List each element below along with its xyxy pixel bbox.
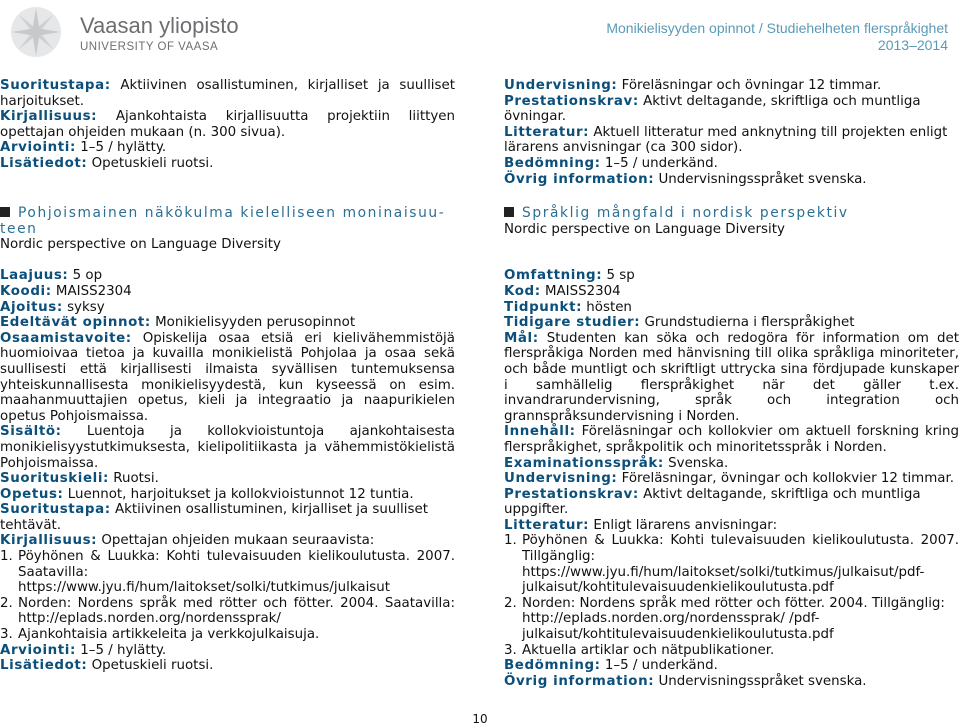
kirjallisuus-line: Kirjallisuus: Ajankohtaista kirjallisuutta projektiin liittyen opettajan ohjeiden mukaan (n. 300 sivua). xyxy=(0,109,455,140)
document-title xyxy=(606,20,948,54)
title-text: Monikielisyyden opinnot / Studiehelheten flerspråkighet xyxy=(606,20,948,36)
list-item: 3. Ajankohtaisia artikkeleita ja verkkojulkaisuja. xyxy=(0,627,320,643)
bedomning-line: Bedömning: 1–5 / underkänd. xyxy=(504,155,718,171)
bullet-square-icon xyxy=(504,207,514,217)
logo-name: Vaasan yliopisto xyxy=(80,13,239,38)
omfattning-line: Omfattning: 5 sp xyxy=(504,268,635,284)
academic-year: 2013–2014 xyxy=(877,37,948,53)
litteratur-line: Litteratur: Enligt lärarens anvisningar: xyxy=(504,517,778,533)
examinationsprak-line: Examinationsspråk: Svenska. xyxy=(504,455,729,471)
osaamistavoite-para: Osaamistavoite: Opiskelija osaa etsiä eri kielivähemmistöjä huomioivaa tietoa ja kuvailla monikielistä Pohjolaa ja osaa sekä suullisesti että kirjallisesti ilmaista syvällisen tuntemuksensa yhteiskunnallisesta monikielisyydestä, kun kyseessä on esim. maahanmuuttajien opetus, kieli ja integraatio ja naapurikielen opetus Pohjoismaissa. xyxy=(0,330,455,424)
edeltavat-line: Edeltävät opinnot: Monikielisyyden perusopinnot xyxy=(0,315,356,331)
list-item: 3. Aktuella artiklar och nätpublikationer. xyxy=(504,642,775,658)
ovrig-line: Övrig information: Undervisningsspråket svenska. xyxy=(504,171,867,187)
arviointi-line: Arviointi: 1–5 / hylätty. xyxy=(0,642,167,658)
mal-para: Mål: Studenten kan söka och redogöra för information om det flerspråkiga Norden med hänvisning till olika språkliga minoriteter, och både muntligt och skriftligt uttrycka sina fördjupade kunskaper i samhällelig flerspråkighet när det gäller t.ex. invandrarundervisning, språk och integration och grannspråksundervisning i Norden. xyxy=(504,330,959,424)
list-item: 2. Norden: Nordens språk med rötter och fötter. 2004. Saatavilla: http://eplads.norden.org/nordenssprak/ xyxy=(0,595,455,627)
bedomning-line: Bedömning: 1–5 / underkänd. xyxy=(504,658,718,674)
opetus-line: Opetus: Luennot, harjoitukset ja kollokvioistunnot 12 tuntia. xyxy=(0,486,414,502)
course-heading-sv: Språklig mångfald i nordisk perspektiv xyxy=(504,206,959,222)
suoritustapa-line: Suoritustapa: Aktiivinen osallistuminen, kirjalliset ja suulliset tehtävät. xyxy=(0,502,428,533)
right-course xyxy=(504,206,959,689)
course-subtitle: Nordic perspective on Language Diversity xyxy=(504,221,785,237)
litteratur-line: Litteratur: Aktuell litteratur med anknytning till projekten enligt lärarens anvisningar (ca 300 sidor). xyxy=(504,124,948,156)
prestationskrav-line: Prestationskrav: Aktivt deltagande, skriftliga och muntliga uppgifter. xyxy=(504,486,921,518)
course-subtitle: Nordic perspective on Language Diversity xyxy=(0,237,281,253)
university-logo-icon xyxy=(10,6,62,58)
left-course xyxy=(0,206,455,674)
right-top-block xyxy=(504,78,959,187)
koodi-line: Koodi: MAISS2304 xyxy=(0,283,132,299)
left-top-block xyxy=(0,78,455,172)
university-logo-text xyxy=(80,14,239,56)
kirjallisuus-line: Kirjallisuus: Opettajan ohjeiden mukaan seuraavista: xyxy=(0,533,375,549)
ajoitus-line: Ajoitus: syksy xyxy=(0,299,105,315)
tidigare-line: Tidigare studier: Grundstudierna i flerspråkighet xyxy=(504,315,855,331)
undervisning-line: Undervisning: Föreläsningar, övningar och kollokvier 12 timmar. xyxy=(504,471,954,487)
suorituskieli-line: Suorituskieli: Ruotsi. xyxy=(0,471,159,487)
list-item: 1. Pöyhönen & Luukka: Kohti tulevaisuuden kielikoulutusta. 2007. Saatavilla: https://www.jyu.fi/hum/laitokset/solki/tutkimus/julkaisut xyxy=(0,549,455,596)
bullet-square-icon xyxy=(0,207,10,217)
list-item: 2. Norden: Nordens språk med rötter och fötter. 2004. Tillgänglig: http://eplads.norden.org/nordenssprak/ /pdf-julkaisut/kohtitulevaisuudenkielikoulutusta.pdf xyxy=(504,595,945,643)
kod-line: Kod: MAISS2304 xyxy=(504,283,621,299)
page-header xyxy=(0,0,960,60)
lisatiedot-line: Lisätiedot: Opetuskieli ruotsi. xyxy=(0,658,214,674)
suoritustapa-line: Suoritustapa: Aktiivinen osallistuminen, kirjalliset ja suulliset harjoitukset. xyxy=(0,78,455,109)
page-number: 10 xyxy=(472,712,488,726)
course-heading-fi: Pohjoismainen näkökulma kielelliseen moninaisuu-teen xyxy=(0,205,446,237)
laajuus-line: Laajuus: 5 op xyxy=(0,268,103,284)
arviointi-line: Arviointi: 1–5 / hylätty. xyxy=(0,140,167,156)
innehall-para: Innehåll: Föreläsningar och kollokvier om aktuell forskning kring flerspråkighet, språkpolitik och minoritetsspråk i Norden. xyxy=(504,424,959,455)
list-item: 1. Pöyhönen & Luukka: Kohti tulevaisuuden kielikoulutusta. 2007. Tillgänglig: https://www.jyu.fi/hum/laitokset/solki/tutkimus/julkaisut/pdf-julkaisut/kohtitulevaisuudenkielikoulutusta.pdf xyxy=(504,533,959,596)
tidpunkt-line: Tidpunkt: hösten xyxy=(504,299,632,315)
undervisning-line: Undervisning: Föreläsningar och övningar 12 timmar. xyxy=(504,78,882,93)
ovrig-line: Övrig information: Undervisningsspråket svenska. xyxy=(504,673,867,689)
prestationskrav-line: Prestationskrav: Aktivt deltagande, skriftliga och muntliga övningar. xyxy=(504,93,921,125)
sisalto-para: Sisältö: Luentoja ja kollokvioistuntoja ajankohtaisesta monikielisyystutkimuksesta, kielipolitiikasta ja vähemmistökielistä Pohjoismaissa. xyxy=(0,424,455,471)
lisatiedot-line: Lisätiedot: Opetuskieli ruotsi. xyxy=(0,155,214,171)
logo-name-en: UNIVERSITY OF VAASA xyxy=(80,41,219,53)
